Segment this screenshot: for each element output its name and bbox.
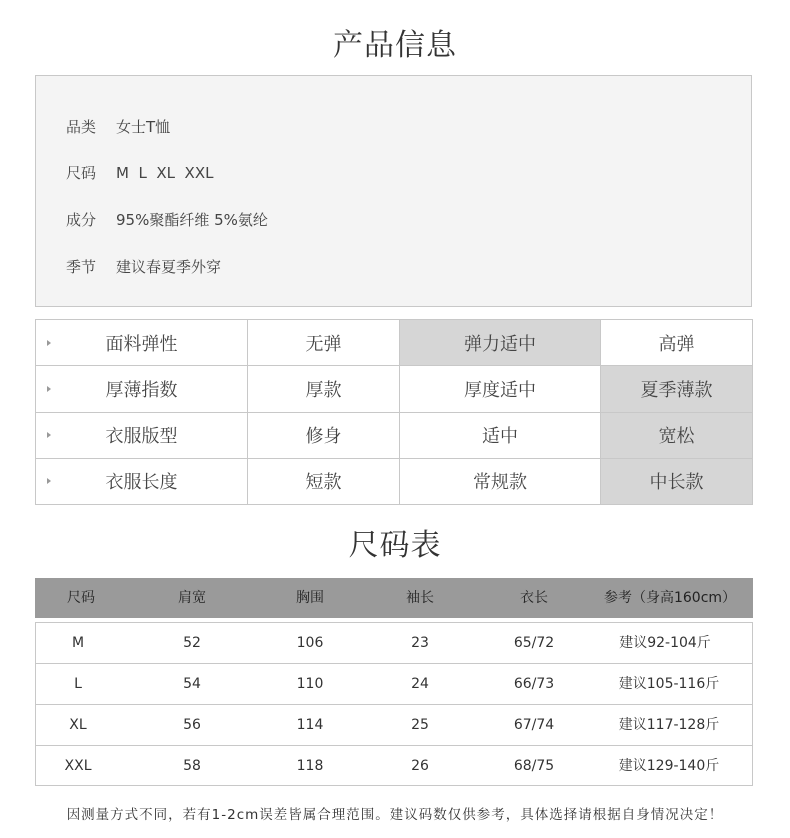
attr-option: 无弹	[248, 320, 400, 366]
size-cell: 67/74	[513, 717, 555, 733]
info-row-category	[66, 116, 170, 137]
size-cell: 54	[183, 676, 201, 692]
size-header-cell: 胸围	[296, 590, 324, 606]
size-cell: 26	[411, 758, 429, 774]
size-cell: 52	[183, 635, 201, 651]
info-key: 季节	[66, 258, 97, 276]
info-key: 成分	[66, 211, 97, 229]
size-cell: 58	[183, 758, 201, 774]
attr-option: 厚款	[248, 366, 400, 412]
attr-label: 衣服版型	[36, 412, 248, 458]
product-info-title: 产品信息	[333, 28, 457, 63]
info-row-material	[66, 209, 268, 230]
size-cell: 建议129-140斤	[618, 758, 720, 774]
attr-label: 衣服长度	[36, 458, 248, 504]
size-table-header	[35, 578, 753, 618]
info-row-size	[66, 162, 213, 183]
attr-option: 常规款	[400, 458, 601, 504]
attributes-table	[35, 319, 753, 505]
size-header-cell: 参考（身高160cm）	[603, 590, 737, 606]
size-header-cell: 肩宽	[178, 590, 206, 606]
size-header-cell: 袖长	[406, 590, 434, 606]
size-chart-title: 尺码表	[348, 528, 442, 563]
size-cell: 56	[183, 717, 201, 733]
info-key: 品类	[66, 118, 97, 136]
info-row-season	[66, 256, 221, 277]
attr-row-fit	[36, 412, 753, 458]
product-info-box	[35, 75, 752, 307]
size-cell: 23	[411, 635, 429, 651]
triangle-bullet-icon	[47, 340, 51, 346]
triangle-bullet-icon	[47, 478, 51, 484]
info-key: 尺码	[66, 164, 97, 182]
size-cell: L	[74, 676, 82, 692]
size-table-body	[35, 622, 753, 786]
size-cell: 106	[296, 635, 324, 651]
table-row	[36, 746, 752, 787]
size-header-cell: 尺码	[67, 590, 95, 606]
attr-option: 修身	[248, 412, 400, 458]
info-value: M L XL XXL	[116, 164, 214, 182]
attr-row-length	[36, 458, 753, 504]
size-cell: 25	[411, 717, 429, 733]
size-cell: XL	[69, 717, 87, 733]
size-cell: 114	[296, 717, 324, 733]
size-cell: 建议105-116斤	[618, 676, 720, 692]
triangle-bullet-icon	[47, 386, 51, 392]
size-cell: 65/72	[513, 635, 555, 651]
measurement-note: 因测量方式不同，若有1-2cm误差皆属合理范围。建议码数仅供参考，具体选择请根据自身情况决定！	[66, 807, 724, 823]
attr-option: 短款	[248, 458, 400, 504]
size-cell: 24	[411, 676, 429, 692]
attr-row-thickness	[36, 366, 753, 412]
attr-option-selected: 中长款	[601, 458, 753, 504]
size-cell: XXL	[64, 758, 92, 774]
table-row	[36, 623, 752, 664]
info-value: 建议春夏季外穿	[116, 258, 222, 276]
size-cell: M	[71, 635, 85, 651]
attr-label: 厚薄指数	[36, 366, 248, 412]
attr-option: 高弹	[601, 320, 753, 366]
size-cell: 110	[296, 676, 324, 692]
info-value: 女士T恤	[116, 118, 171, 136]
triangle-bullet-icon	[47, 432, 51, 438]
size-cell: 118	[296, 758, 324, 774]
attr-option: 厚度适中	[400, 366, 601, 412]
size-cell: 建议92-104斤	[619, 635, 711, 651]
table-row	[36, 705, 752, 746]
size-cell: 建议117-128斤	[618, 717, 720, 733]
attr-option: 适中	[400, 412, 601, 458]
attr-row-elasticity	[36, 320, 753, 366]
attr-option-selected: 夏季薄款	[601, 366, 753, 412]
info-value: 95%聚酯纤维 5%氨纶	[116, 211, 268, 229]
attr-option-selected: 宽松	[601, 412, 753, 458]
size-cell: 68/75	[513, 758, 555, 774]
size-header-cell: 衣长	[520, 590, 548, 606]
table-row	[36, 664, 752, 705]
attr-option-selected: 弹力适中	[400, 320, 601, 366]
size-cell: 66/73	[513, 676, 555, 692]
attr-label: 面料弹性	[36, 320, 248, 366]
